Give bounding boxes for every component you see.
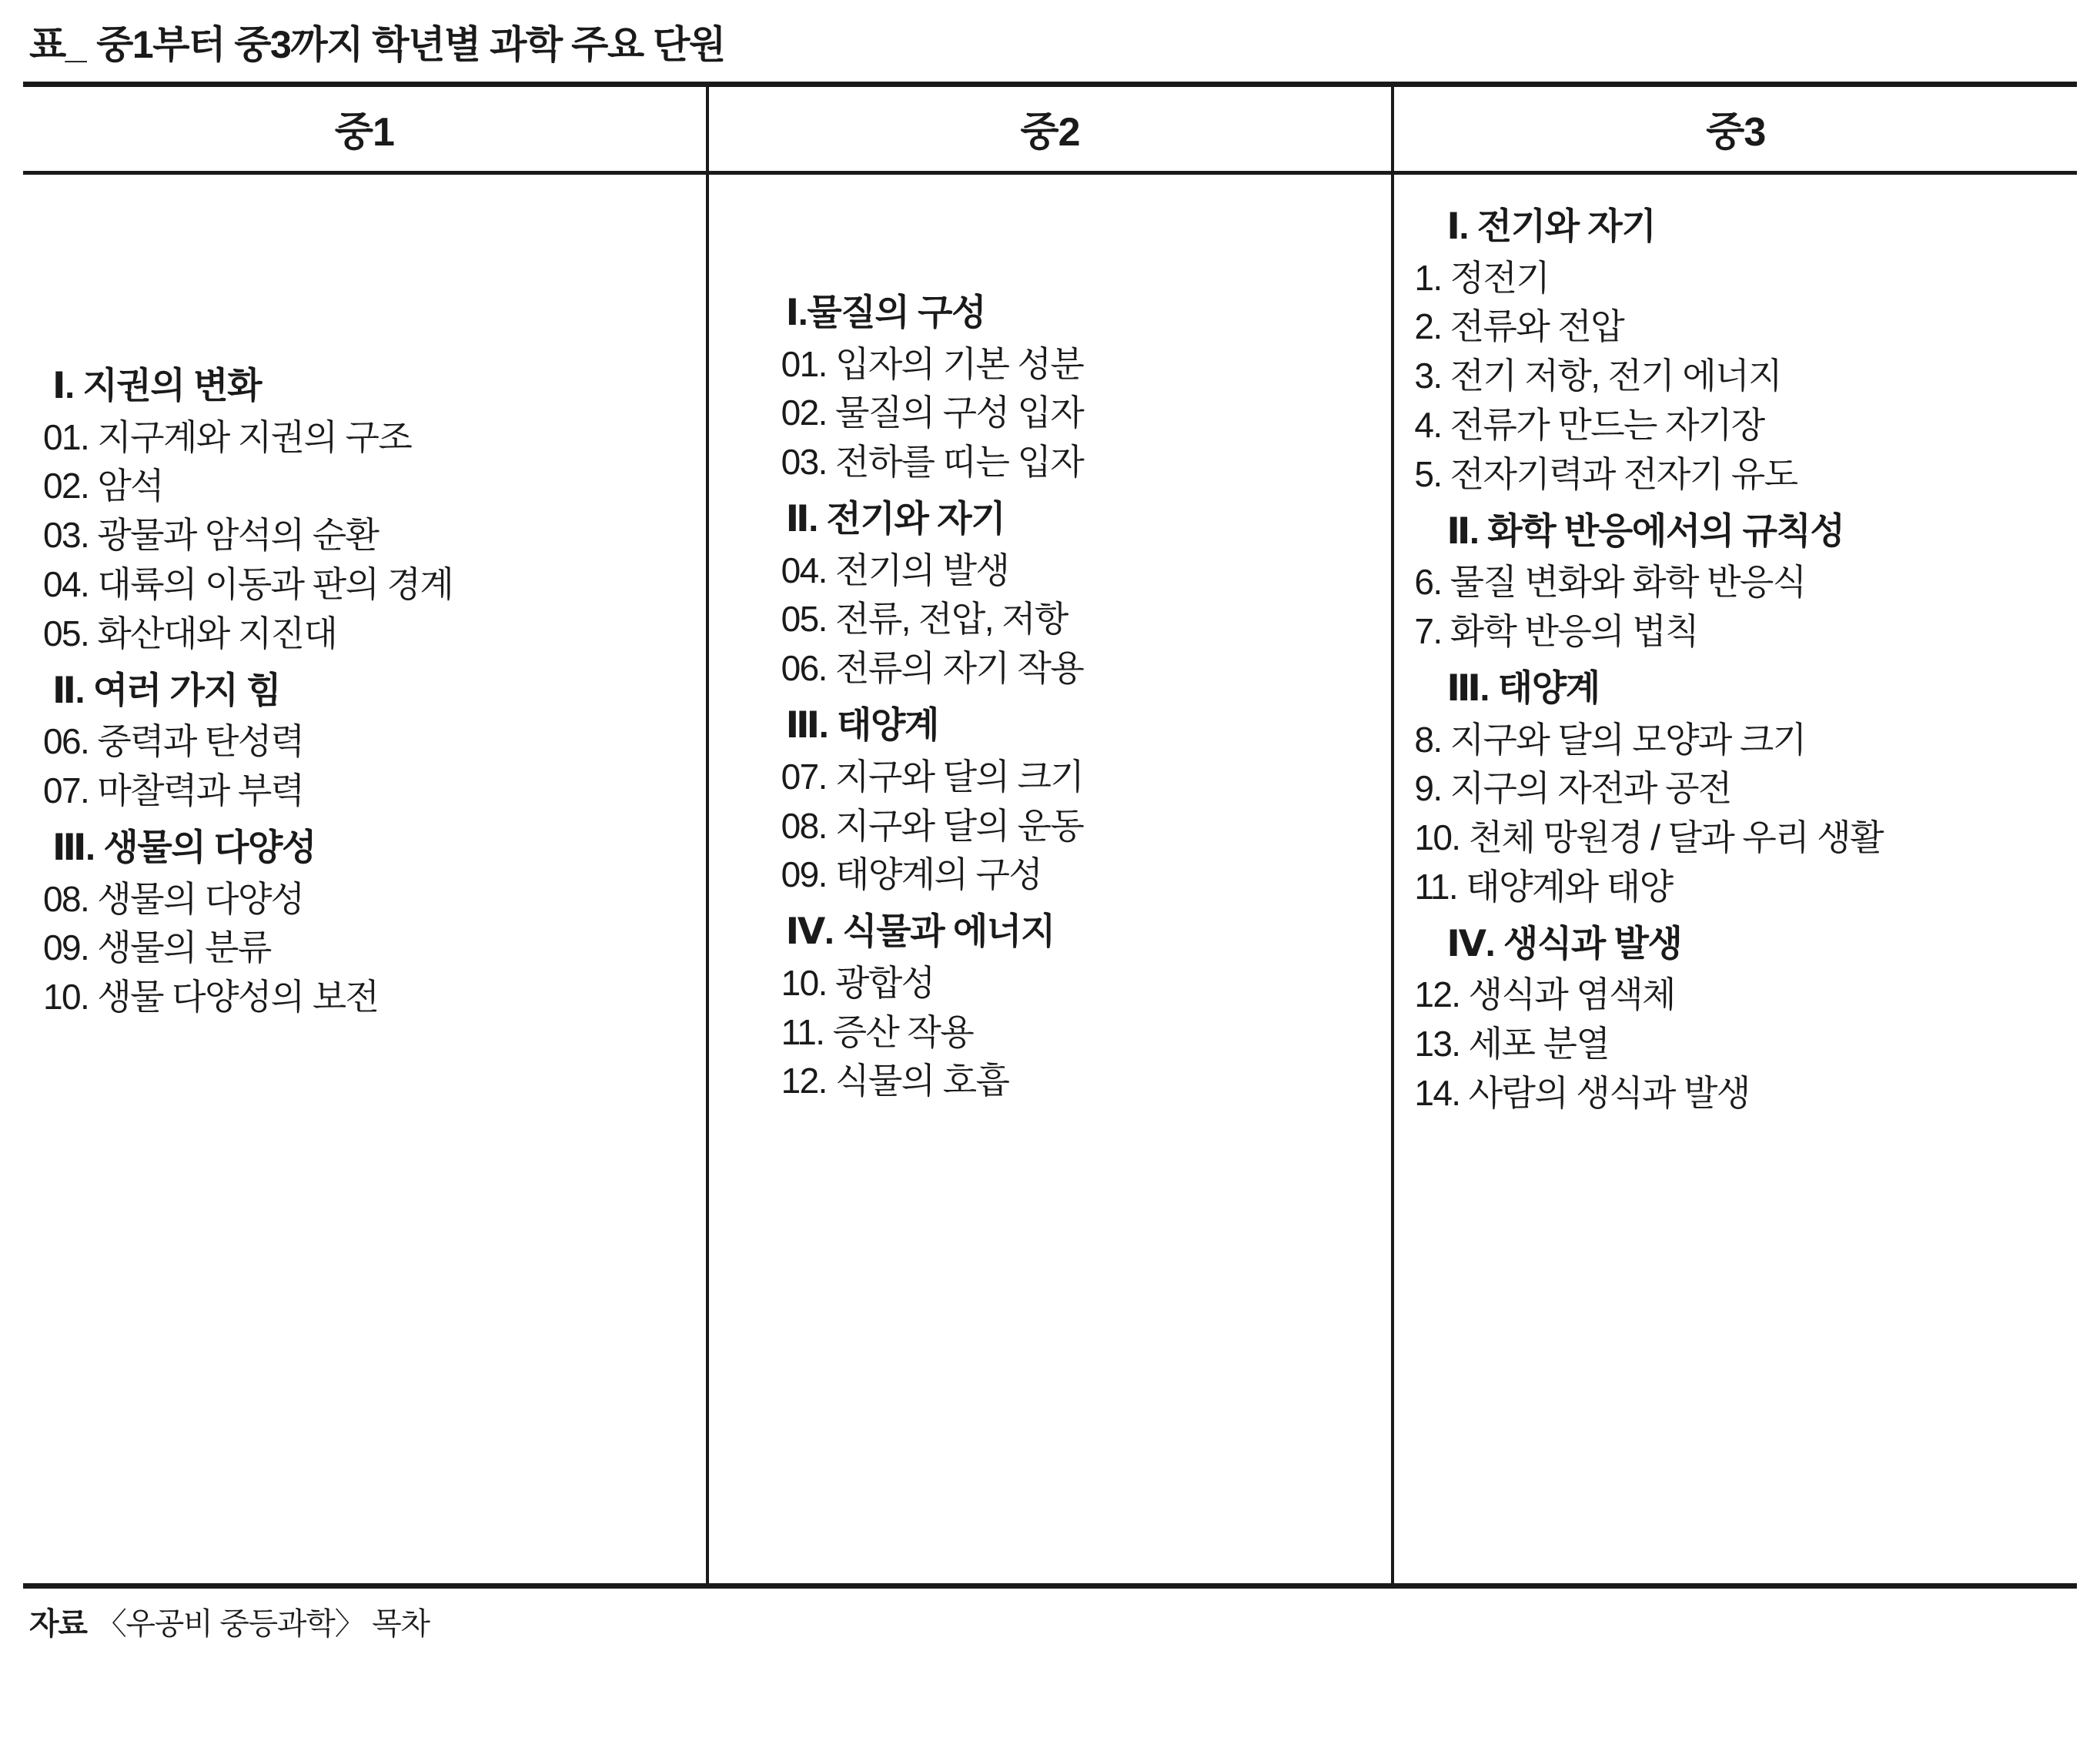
unit-item: 07. 지구와 달의 크기 [781, 756, 1084, 797]
unit-item: 02. 암석 [43, 466, 163, 506]
unit-heading: Ⅲ. 생물의 다양성 [52, 827, 316, 868]
unit-item: 7. 화학 반응의 법칙 [1414, 611, 1698, 652]
unit-item: 01. 입자의 기본 성분 [781, 343, 1084, 384]
unit-item: 05. 전류, 전압, 저항 [781, 599, 1068, 640]
unit-item: 10. 천체 망원경 / 달과 우리 생활 [1414, 817, 1883, 858]
source-label: 자료 [29, 1607, 87, 1641]
unit-item: 10. 광합성 [781, 962, 935, 1003]
unit-item: 08. 생물의 다양성 [43, 878, 304, 919]
unit-item: 08. 지구와 달의 운동 [781, 805, 1084, 846]
unit-item: 06. 중력과 탄성력 [43, 721, 304, 762]
unit-heading: Ⅱ. 화학 반응에서의 규칙성 [1446, 510, 1844, 551]
table-header-row [23, 87, 2077, 175]
unit-item: 03. 전하를 띠는 입자 [781, 442, 1084, 483]
unit-item: 04. 대륙의 이동과 판의 경계 [43, 564, 453, 605]
table-cell-grade2 [706, 175, 1392, 1583]
table-cell-grade3 [1391, 175, 2077, 1583]
unit-heading: Ⅲ. 태양계 [785, 704, 939, 746]
unit-item: 6. 물질 변화와 화학 반응식 [1414, 562, 1806, 603]
unit-heading: Ⅳ. 생식과 발생 [1446, 922, 1682, 964]
unit-item: 03. 광물과 암석의 순환 [43, 515, 379, 556]
unit-item: 05. 화산대와 지진대 [43, 613, 337, 653]
unit-item: 10. 생물 다양성의 보전 [43, 977, 379, 1018]
source-text: 〈우공비 중등과학〉 목차 [95, 1607, 430, 1641]
unit-heading: Ⅳ. 식물과 에너지 [785, 911, 1055, 952]
unit-item: 07. 마찰력과 부력 [43, 770, 304, 811]
unit-item: 1. 정전기 [1414, 257, 1550, 298]
caption-tag: 표_ [29, 23, 86, 66]
unit-heading: Ⅲ. 태양계 [1446, 667, 1600, 709]
unit-item: 3. 전기 저항, 전기 에너지 [1414, 356, 1781, 396]
unit-item: 12. 생식과 염색체 [1414, 974, 1675, 1015]
unit-item: 8. 지구와 달의 모양과 크기 [1414, 719, 1806, 760]
column-header-grade1: 중1 [334, 110, 394, 155]
unit-item: 13. 세포 분열 [1414, 1024, 1610, 1064]
unit-item: 06. 전류의 자기 작용 [781, 648, 1084, 689]
unit-item: 04. 전기의 발생 [781, 550, 1009, 590]
column-header-grade3: 중3 [1391, 87, 2077, 171]
unit-item: 2. 전류와 전압 [1414, 306, 1624, 347]
unit-heading: Ⅰ. 전기와 자기 [1446, 206, 1656, 246]
unit-item: 09. 태양계의 구성 [781, 854, 1042, 895]
unit-heading: Ⅰ.물질의 구성 [785, 292, 986, 332]
unit-item: 11. 증산 작용 [781, 1011, 974, 1052]
unit-item: 12. 식물의 호흡 [781, 1061, 1009, 1101]
unit-item: 9. 지구의 자전과 공전 [1414, 768, 1731, 809]
unit-item: 14. 사람의 생식과 발생 [1414, 1073, 1750, 1114]
unit-item: 5. 전자기력과 전자기 유도 [1414, 453, 1797, 494]
figure-caption [23, 14, 2077, 69]
unit-item: 4. 전류가 만드는 자기장 [1414, 405, 1764, 446]
unit-item: 11. 태양계와 태양 [1414, 867, 1673, 907]
unit-item: 09. 생물의 분류 [43, 927, 271, 968]
curriculum-table [23, 82, 2077, 1589]
unit-heading: Ⅱ. 전기와 자기 [785, 498, 1005, 540]
unit-heading: Ⅱ. 여러 가지 힘 [52, 669, 281, 710]
unit-item: 01. 지구계와 지권의 구조 [43, 416, 412, 457]
table-cell-grade1 [23, 175, 706, 1583]
caption-title: 중1부터 중3까지 학년별 과학 주요 단원 [96, 23, 725, 66]
column-header-grade2: 중2 [706, 87, 1392, 171]
unit-heading: Ⅰ. 지권의 변화 [52, 365, 262, 406]
table-body-row [23, 175, 2077, 1583]
unit-item: 02. 물질의 구성 입자 [781, 393, 1084, 433]
